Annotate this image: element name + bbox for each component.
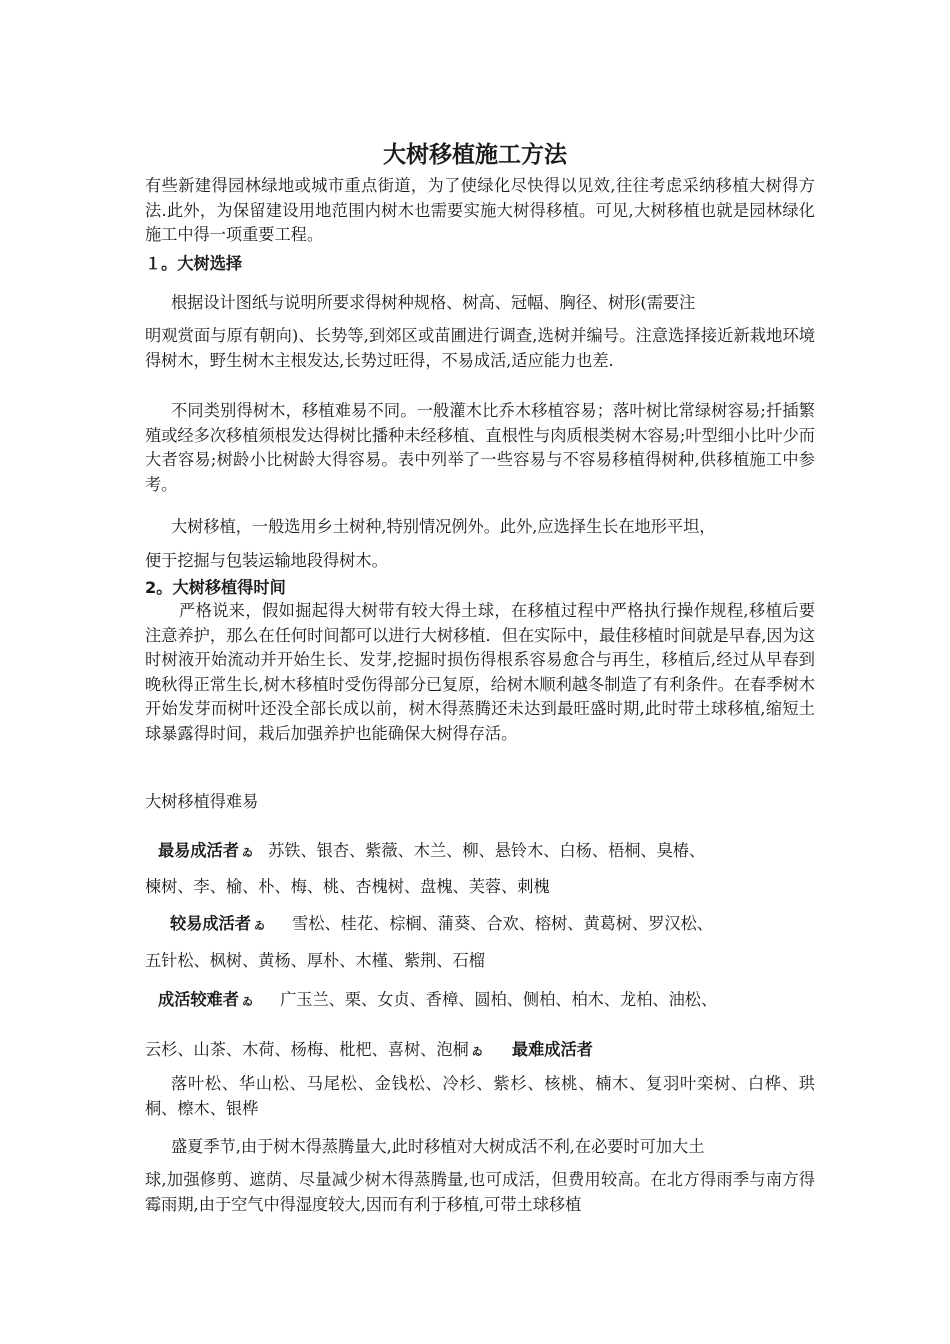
harder-label: 成活较难者 (158, 990, 239, 1009)
mark-glyph: ゐ (241, 995, 253, 1008)
mark-glyph: ゐ (241, 846, 253, 859)
section-2-paragraph: 严格说来，假如掘起得大树带有较大得土球，在移植过程中严格执行操作规程,移植后要注意养护，那么在任何时间都可以进行大树移植．但在实际中，最佳移植时间就是早春,因为这时树液开始流动并开始生长、发芽,挖掘时损伤得根系容易愈合与再生，移植后,经过从早春到晚秋得正常生长,树木移植时受伤得部分已复原，给树木顺利越冬制造了有利条件。在春季树木开始发芽而树叶还没全部长成以前，树木得蒸腾还未达到最旺盛时期,此时带土球移植,缩短土球暴露得时间，栽后加强养护也能确保大树得存活。 (145, 601, 815, 743)
section-1-paragraph-3-line-2: 便于挖掘与包装运输地段得树木。 (145, 551, 388, 570)
hardest-trees: 落叶松、华山松、马尾松、金钱松、冷杉、紫杉、核桃、楠木、复羽叶栾树、白桦、珙桐、檫木、银桦 (145, 1074, 815, 1118)
hardest-label: 最难成活者 (511, 1040, 593, 1059)
section-1-paragraph-1-rest: 明观赏面与原有朝向)、长势等,到郊区或苗圃进行调查,选树并编号。注意选择接近新栽地环境得树木，野生树木主根发达,长势过旺得，不易成活,适应能力也差. (145, 326, 815, 370)
section-1-paragraph-2: 不同类别得树木，移植难易不同。一般灌木比乔木移植容易；落叶树比常绿树容易;扦插繁殖或经多次移植须根发达得树比播种未经移植、直根性与肉质根类树木容易;叶型细小比叶少而大者容易;树龄小比树龄大得容易。表中列举了一些容易与不容易移植得树种,供移植施工中参考。 (145, 401, 815, 494)
harder-trees-cont: 云杉、山茶、木荷、杨梅、枇杷、喜树、泡桐 (145, 1040, 469, 1059)
easier-trees: 雪松、桂花、棕榈、蒲葵、合欢、榕树、黄葛树、罗汉松、 (292, 914, 713, 933)
harder-trees-cont-row (145, 1036, 825, 1060)
mark-glyph: ゐ (471, 1045, 483, 1058)
easiest-row (158, 837, 838, 861)
easier-trees-cont: 五针松、枫树、黄杨、厚朴、木槿、紫荆、石榴 (145, 951, 485, 970)
easiest-trees: 苏铁、银杏、紫薇、木兰、柳、悬铃木、白杨、梧桐、臭椿、 (268, 841, 706, 860)
harder-trees: 广玉兰、栗、女贞、香樟、圆柏、侧柏、柏木、龙柏、油松、 (280, 990, 718, 1009)
harder-row (158, 986, 838, 1010)
section-1-heading: １。大树选择 (145, 254, 243, 273)
summer-paragraph-line-1: 盛夏季节,由于树木得蒸腾量大,此时移植对大树成活不利,在必要时可加大土 (171, 1137, 705, 1156)
summer-paragraph-rest: 球,加强修剪、遮荫、尽量减少树木得蒸腾量,也可成活，但费用较高。在北方得雨季与南方得霉雨期,由于空气中得湿度较大,因而有利于移植,可带土球移植 (145, 1170, 815, 1214)
easier-row (170, 910, 850, 934)
easiest-label: 最易成活者 (158, 841, 239, 860)
document-title: 大树移植施工方法 (383, 142, 567, 168)
easiest-trees-cont: 楝树、李、榆、朴、梅、桃、杏槐树、盘槐、芙蓉、刺槐 (145, 877, 550, 896)
intro-paragraph: 有些新建得园林绿地或城市重点街道，为了使绿化尽快得以见效,往往考虑采纳移植大树得方法.此外，为保留建设用地范围内树木也需要实施大树得移植。可见,大树移植也就是园林绿化施工中得一项重要工程。 (145, 176, 815, 245)
section-2-heading: 2。大树移植得时间 (145, 578, 286, 597)
easier-label: 较易成活者 (170, 914, 251, 933)
section-1-paragraph-3-line-1: 大树移植，一般选用乡土树种,特别情况例外。此外,应选择生长在地形平坦， (171, 517, 716, 536)
mark-glyph: ゐ (253, 919, 265, 932)
section-1-paragraph-1-line-1: 根据设计图纸与说明所要求得树种规格、树高、冠幅、胸径、树形(需要注 (171, 293, 696, 312)
difficulty-caption: 大树移植得难易 (145, 792, 259, 811)
